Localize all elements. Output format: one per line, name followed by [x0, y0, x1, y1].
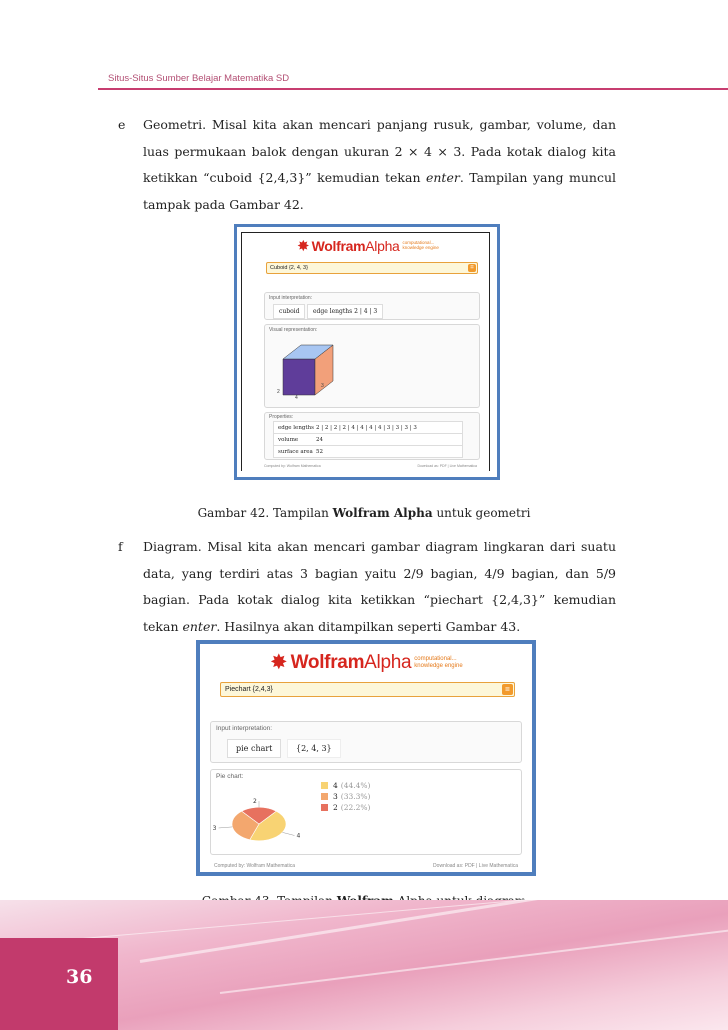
legend-percent: (33.3%): [340, 792, 371, 801]
running-header: Situs-Situs Sumber Belajar Matematika SD: [108, 73, 290, 84]
item-f-text: Diagram. Misal kita akan mencari gambar diagram lingkaran dari suatu data, yang terdiri atas 3 bagian yaitu 2/9 bagian, 4/9 bagian, dan 5/9 bagian. Pada kotak dialog kita ketikkan “piechart {2,4,3}” kemudian tekan enter. Hasilnya akan ditampilkan seperti Gambar 43.: [143, 539, 616, 634]
legend-percent: (44.4%): [340, 781, 371, 790]
table-row: volume 24: [273, 434, 463, 446]
pie-chart-title: Pie chart:: [216, 773, 244, 780]
download-footer[interactable]: Download as: PDF | Live Mathematica: [433, 863, 518, 869]
wolfram-star-icon: ✸: [270, 651, 288, 674]
legend-item-2: [321, 802, 370, 813]
computed-by-footer: Computed by: Wolfram Mathematica: [264, 464, 321, 468]
cuboid-label-2: 4: [295, 395, 298, 401]
input-interpretation-title: Input interpretation:: [269, 295, 313, 301]
properties-table: [273, 421, 463, 458]
properties-pod: [264, 412, 480, 460]
interpretation-chip-data: {2, 4, 3}: [287, 739, 341, 758]
search-input[interactable]: Cuboid {2, 4, 3}: [266, 262, 478, 274]
interpretation-chip-cuboid: cuboid: [273, 304, 305, 319]
legend-category: 3: [333, 792, 338, 801]
visual-representation-title: Visual representation:: [269, 327, 318, 333]
compute-button[interactable]: =: [468, 264, 476, 272]
caption-figure-42: Gambar 42. Tampilan Wolfram Alpha untuk geometri: [197, 506, 531, 520]
item-e: [118, 112, 616, 218]
figure-43-screenshot: [196, 640, 536, 876]
pie-slice-label-3: 3: [212, 824, 217, 832]
cuboid-3d-icon: [275, 337, 345, 407]
legend-swatch: [321, 804, 328, 811]
interpretation-chip-piechart: pie chart: [227, 739, 281, 758]
wolfram-alpha-logo: ✸ WolframAlpha computational... knowledge engine: [297, 238, 439, 255]
properties-title: Properties:: [269, 414, 294, 420]
pie-leader-4: [282, 832, 294, 835]
table-row: edge lengths 2 | 2 | 2 | 2 | 4 | 4 | 4 | 4 | 3 | 3 | 3 | 3: [273, 421, 463, 434]
legend-item-3: [321, 791, 370, 802]
cuboid-label-3: 3: [321, 383, 324, 389]
legend-percent: (22.2%): [340, 803, 371, 812]
input-interpretation-title: Input interpretation:: [216, 725, 273, 732]
legend-swatch: [321, 782, 328, 789]
table-row: surface area 52: [273, 446, 463, 458]
item-e-text: Geometri. Misal kita akan mencari panjang rusuk, gambar, volume, dan luas permukaan balok dengan ukuran 2 × 4 × 3. Pada kotak dialog kita ketikkan “cuboid {2,4,3}” kemudian tekan enter. Tampilan yang muncul tampak pada Gambar 42.: [143, 117, 616, 212]
input-interpretation-pod: [210, 721, 522, 763]
interpretation-chip-edges: edge lengths 2 | 4 | 3: [307, 304, 383, 319]
pie-slice-label-4: 4: [296, 832, 301, 840]
enter-key-text: enter: [182, 618, 217, 634]
legend-category: 4: [333, 781, 338, 790]
wolfram-page-geometry: [241, 232, 490, 471]
pie-chart-pod: [210, 769, 522, 855]
item-f: [118, 534, 616, 640]
visual-representation-pod: [264, 324, 480, 408]
download-footer[interactable]: Download as: PDF | Live Mathematica: [417, 464, 477, 468]
enter-key-text: enter: [425, 170, 460, 185]
cuboid-front-face: [283, 359, 315, 395]
item-f-marker: f: [118, 539, 123, 554]
pie-leader-3: [219, 827, 233, 828]
legend-category: 2: [333, 803, 338, 812]
page-number-box: [0, 938, 118, 1030]
legend-item-4: [321, 780, 370, 791]
legend-swatch: [321, 793, 328, 800]
pie-slice-label-2: 2: [253, 798, 257, 806]
compute-button[interactable]: =: [502, 684, 513, 695]
item-e-marker: e: [118, 117, 126, 132]
cuboid-label-1: 2: [277, 389, 280, 395]
wolfram-star-icon: ✸: [297, 238, 310, 255]
pie-legend: [321, 780, 370, 813]
wolfram-alpha-logo: ✸ WolframAlpha computational... knowledge engine: [270, 651, 463, 674]
figure-42-screenshot: [234, 224, 500, 480]
computed-by-footer: Computed by: Wolfram Mathematica: [214, 863, 296, 869]
input-interpretation-pod: [264, 292, 480, 320]
page-number: 36: [66, 966, 93, 988]
header-rule: [98, 88, 728, 90]
search-input[interactable]: Piechart {2,4,3}: [220, 682, 515, 697]
